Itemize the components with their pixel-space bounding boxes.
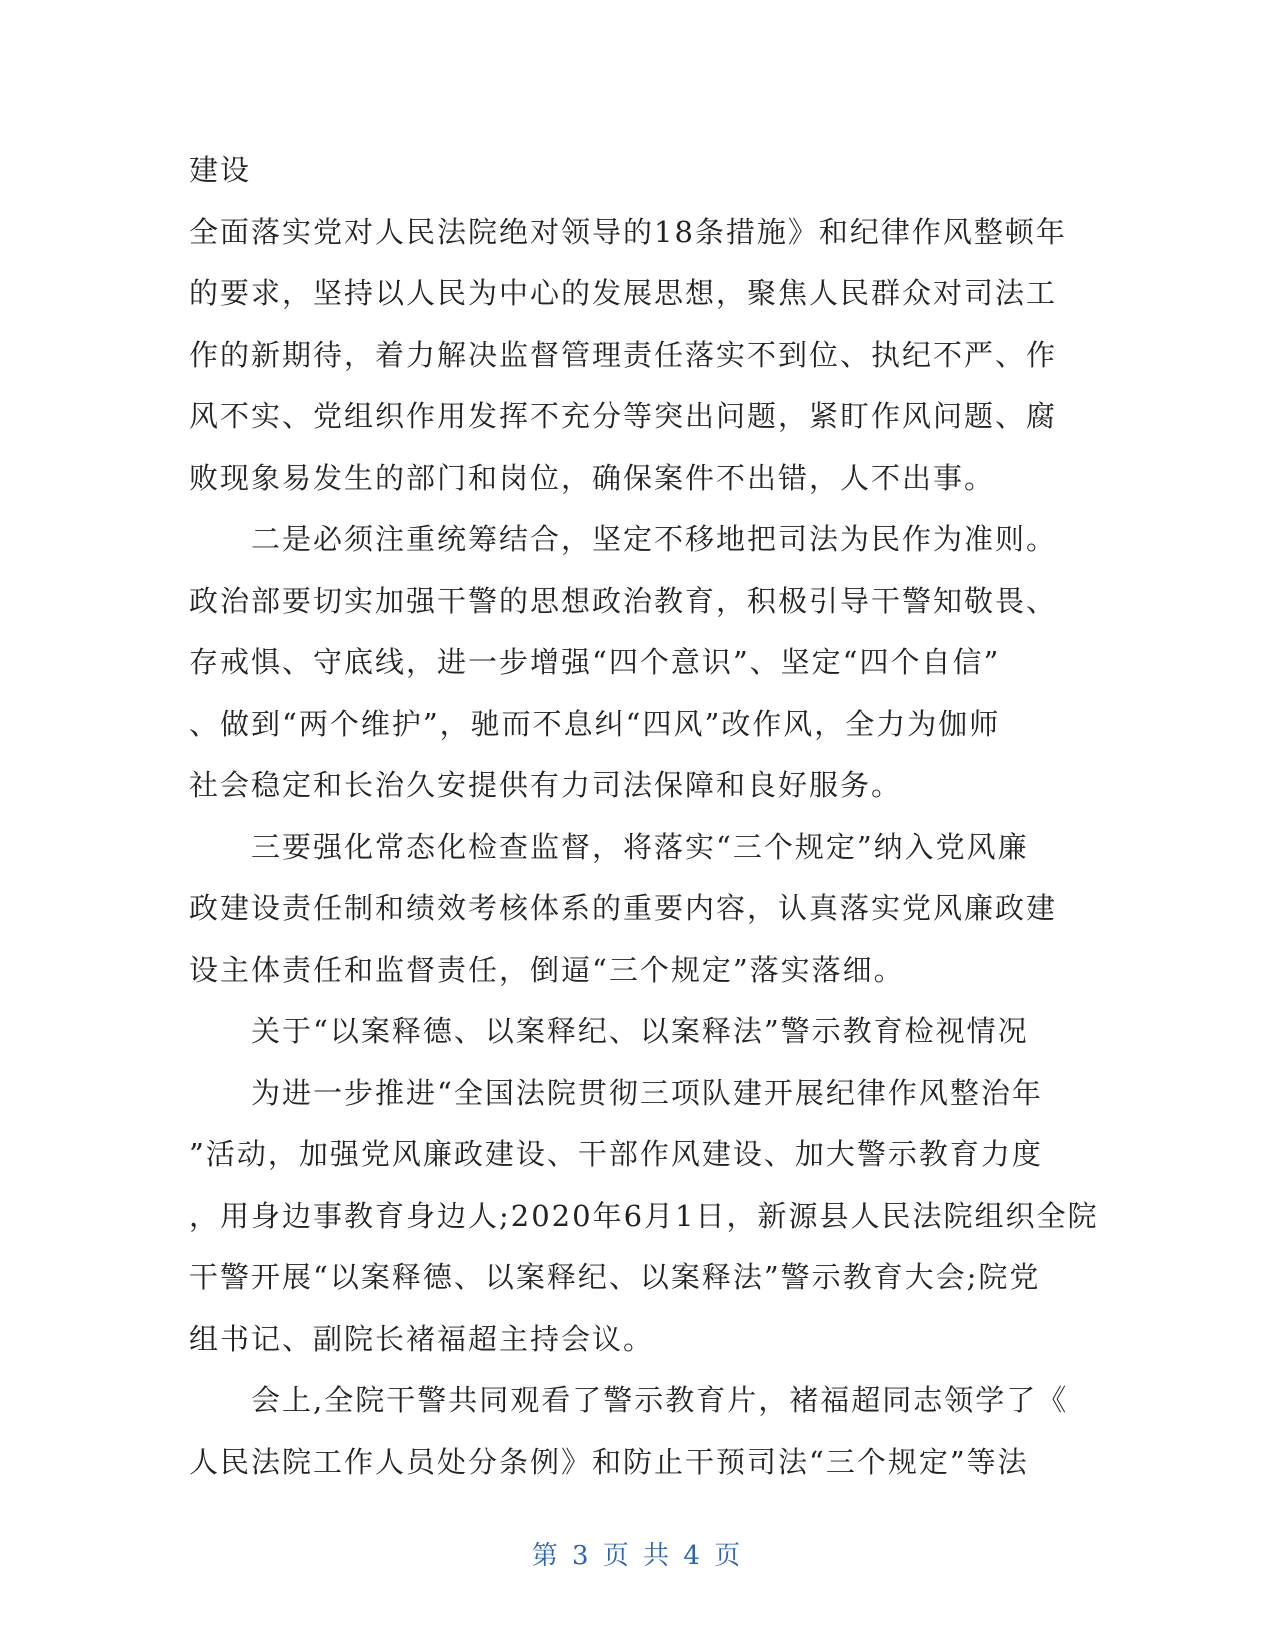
text-line: 的要求，坚持以人民为中心的发展思想，聚焦人民群众对司法工 — [189, 276, 1058, 310]
text-line: 二是必须注重统筹结合，坚定不移地把司法为民作为准则。 — [251, 522, 1058, 556]
text-line: 会上,全院干警共同观看了警示教育片，褚福超同志领学了《 — [251, 1383, 1069, 1417]
text-line: ，用身边事教育身边人;2020年6月1日，新源县人民法院组织全院 — [189, 1198, 1099, 1233]
text-line: ”活动，加强党风廉政建设、干部作风建设、加大警示教育力度 — [189, 1137, 1043, 1171]
text-line: 政建设责任制和绩效考核体系的重要内容，认真落实党风廉政建 — [189, 891, 1058, 925]
text-line: 干警开展“以案释德、以案释纪、以案释法”警示教育大会;院党 — [189, 1260, 1041, 1294]
section-heading: 关于“以案释德、以案释纪、以案释法”警示教育检视情况 — [251, 1014, 1029, 1048]
text-line: 设主体责任和监督责任，倒逼“三个规定”落实落细。 — [189, 952, 905, 987]
page-number-footer: 第 3 页 共 4 页 — [531, 1541, 744, 1571]
text-line: 人民法院工作人员处分条例》和防止干预司法“三个规定”等法 — [189, 1444, 1029, 1479]
text-line: 作的新期待，着力解决监督管理责任落实不到位、执纪不严、作 — [189, 337, 1058, 372]
text-line: 风不实、党组织作用发挥不充分等突出问题，紧盯作风问题、腐 — [189, 399, 1058, 433]
text-line: 三要强化常态化检查监督，将落实“三个规定”纳入党风廉 — [251, 829, 1029, 864]
text-line: 政治部要切实加强干警的思想政治教育，积极引导干警知敬畏、 — [189, 583, 1058, 618]
text-line: 社会稳定和长治久安提供有力司法保障和良好服务。 — [189, 768, 903, 802]
text-line: 建设 — [189, 153, 252, 187]
text-line: 存戒惧、守底线，进一步增强“四个意识”、坚定“四个自信” — [189, 645, 1001, 679]
document-body — [189, 140, 1099, 1493]
text-line: 全面落实党对人民法院绝对领导的18条措施》和纪律作风整顿年 — [189, 214, 1067, 249]
text-line: 、做到“两个维护”，驰而不息纠“四风”改作风，全力为伽师 — [189, 706, 1001, 741]
text-line: 为进一步推进“全国法院贯彻三项队建开展纪律作风整治年 — [251, 1075, 1043, 1110]
text-line: 败现象易发生的部门和岗位，确保案件不出错，人不出事。 — [189, 460, 996, 495]
text-line: 组书记、副院长褚福超主持会议。 — [189, 1321, 655, 1356]
